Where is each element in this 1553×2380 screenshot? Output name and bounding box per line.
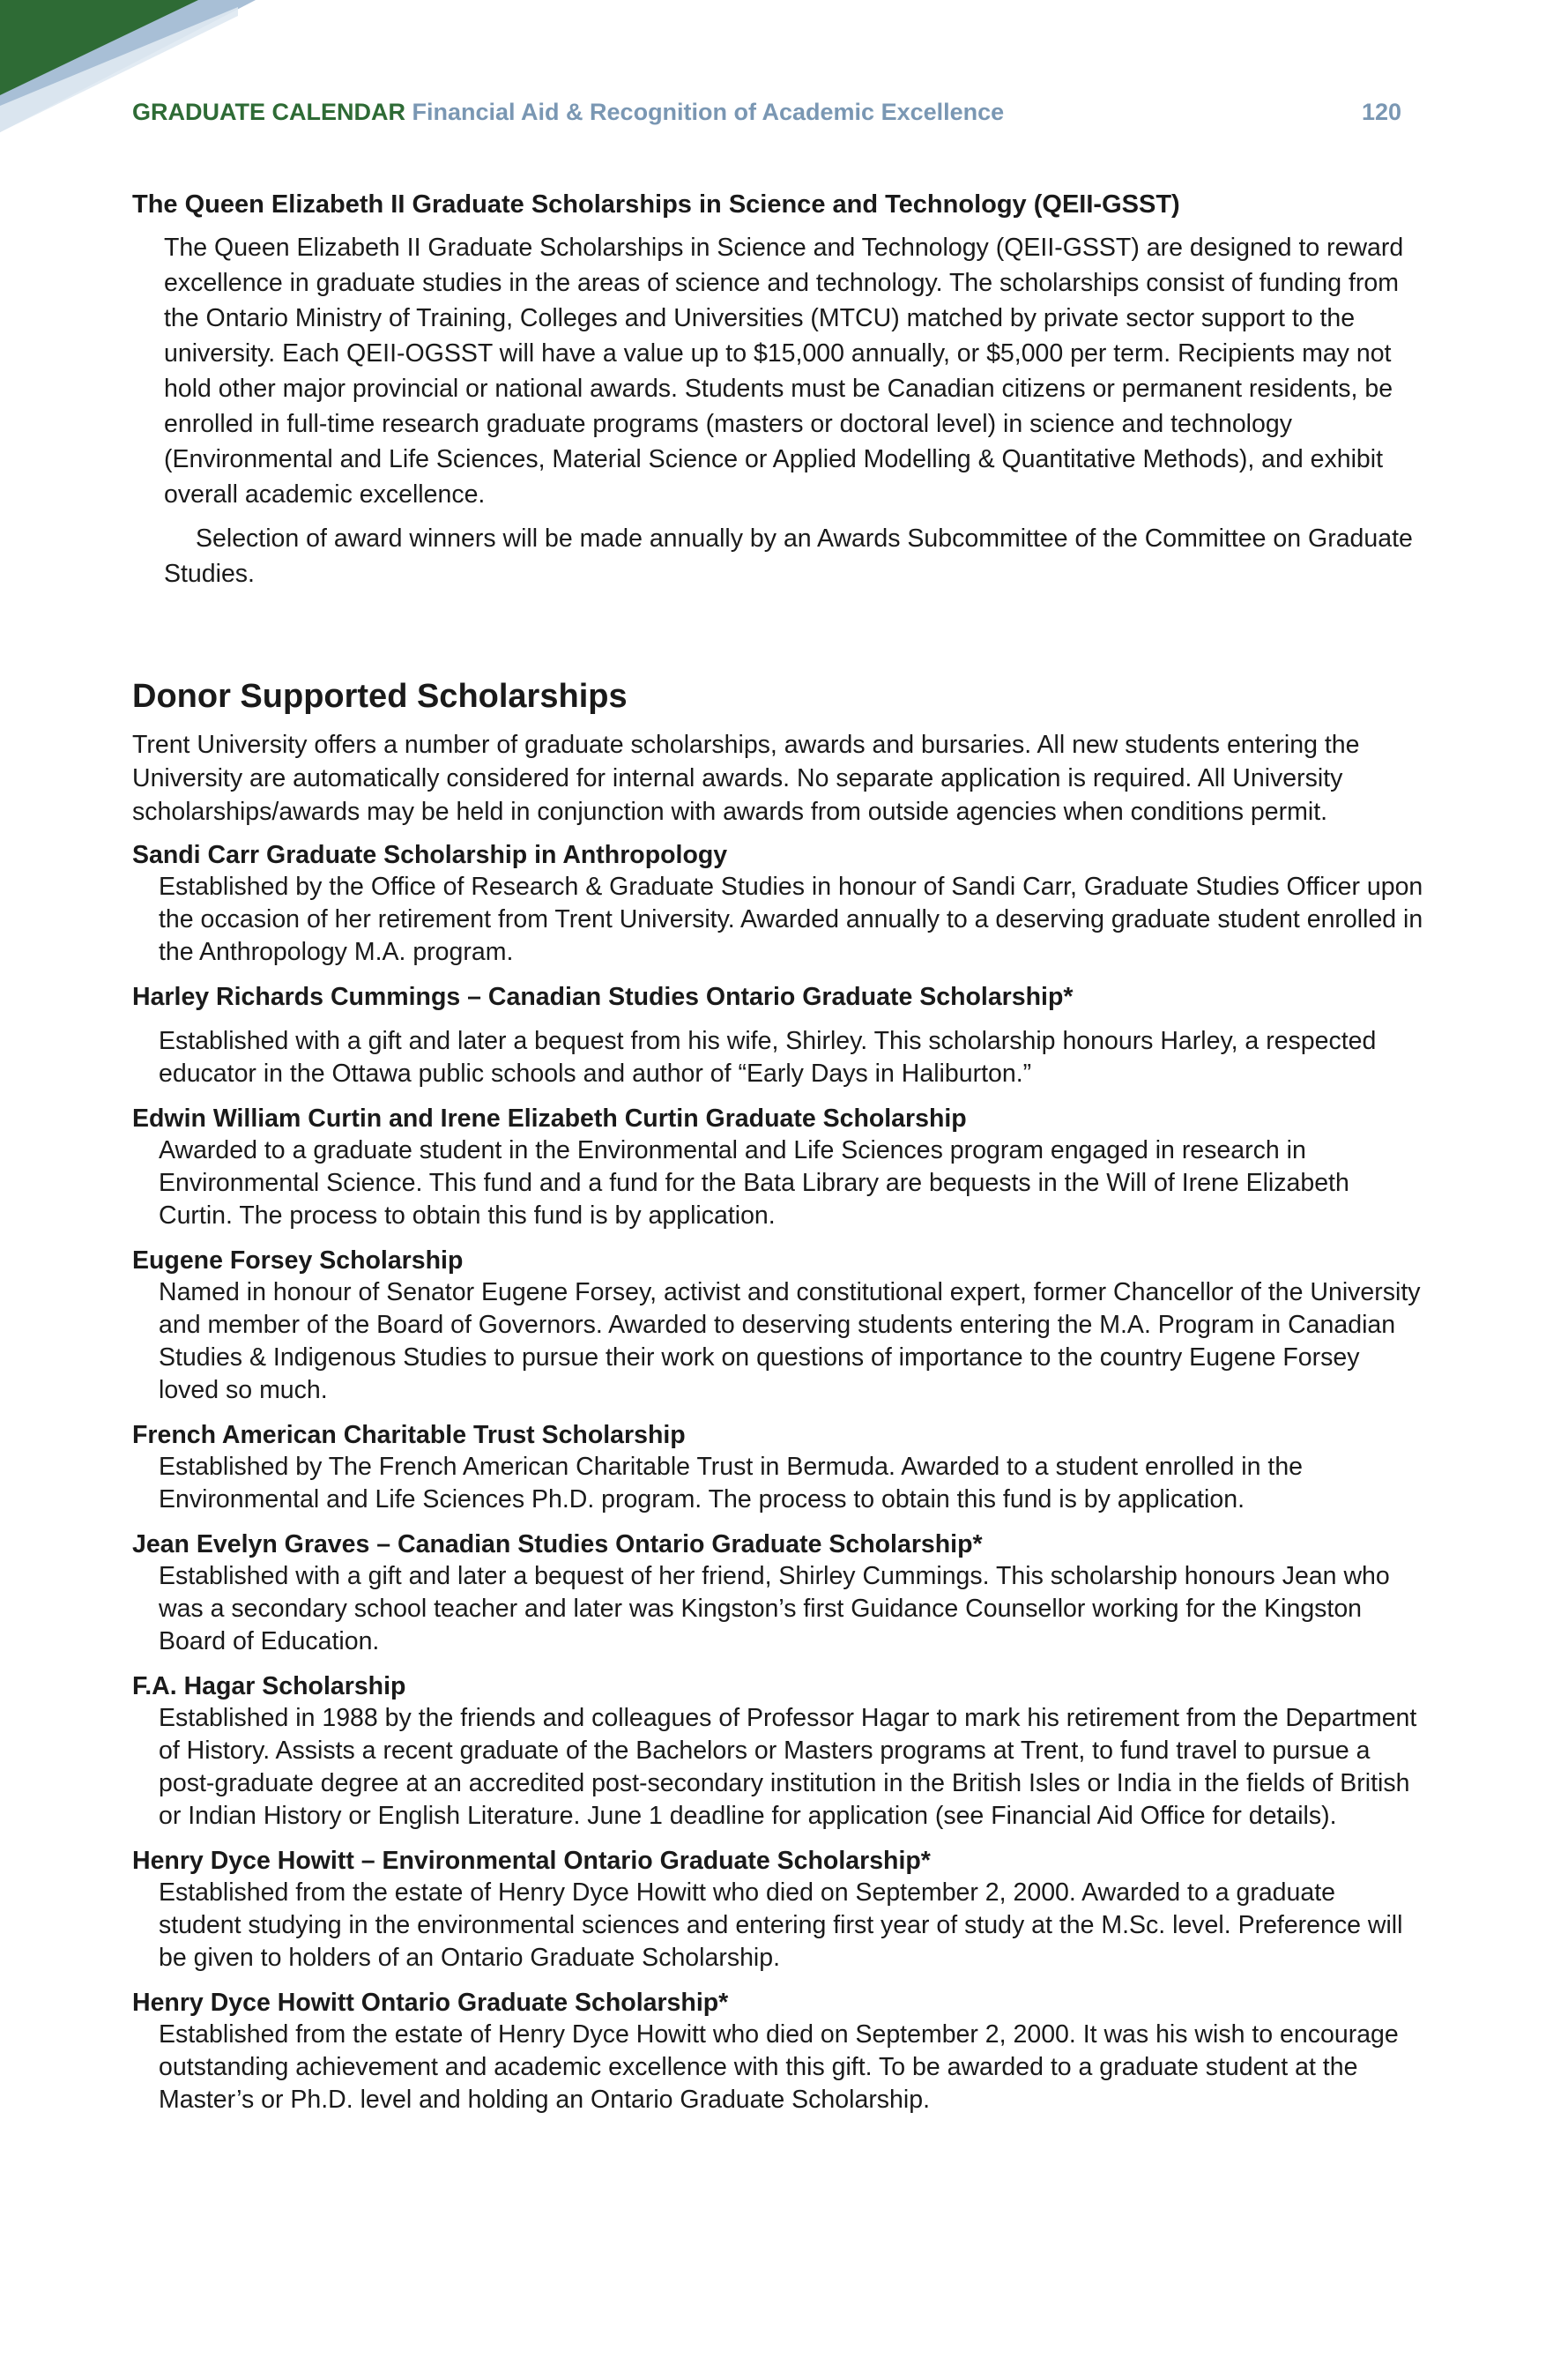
award-item	[132, 839, 1423, 969]
award-description: Established with a gift and later a bequest of her friend, Shirley Cummings. This scholarship honours Jean who was a secondary school teacher and later was Kingston’s first Guidance Counsellor working for the Kingston Board of Education.	[159, 1562, 1390, 1655]
award-item	[132, 1987, 1423, 2116]
award-title: Jean Evelyn Graves – Canadian Studies Ontario Graduate Scholarship*	[132, 1530, 983, 1558]
award-description: Named in honour of Senator Eugene Forsey, activist and constitutional expert, former Chancellor of the University and member of the Board of Governors. Awarded to deserving students entering the M.A. Program in Canadian Studies & Indigenous Studies to pursue their work on questions of importance to the country Eugene Forsey loved so much.	[159, 1278, 1421, 1404]
qeii-title: The Queen Elizabeth II Graduate Scholarships in Science and Technology (QEII-GSST)	[132, 190, 1180, 219]
corner-decoration	[0, 0, 256, 167]
award-title: Eugene Forsey Scholarship	[132, 1246, 464, 1275]
page-header	[132, 99, 1401, 126]
award-item	[132, 1103, 1423, 1232]
award-description: Established by The French American Charitable Trust in Bermuda. Awarded to a student enrolled in the Environmental and Life Sciences Ph.D. program. The process to obtain this fund is by application.	[159, 1453, 1304, 1514]
header-section: Financial Aid & Recognition of Academic Excellence	[412, 99, 1005, 125]
award-item	[132, 1845, 1423, 1975]
award-title: Edwin William Curtin and Irene Elizabeth Curtin Graduate Scholarship	[132, 1104, 967, 1133]
page-number: 120	[1361, 99, 1401, 125]
award-title: French American Charitable Trust Scholarship	[132, 1421, 686, 1449]
page-content	[132, 190, 1423, 2129]
award-description: Established with a gift and later a bequest from his wife, Shirley. This scholarship honours Harley, a respected educator in the Ottawa public schools and author of “Early Days in Haliburton.”	[159, 1027, 1377, 1088]
qeii-paragraph-1: The Queen Elizabeth II Graduate Scholarships in Science and Technology (QEII-GSST) are designed to reward excellence in graduate studies in the areas of science and technology. The scholarships consist of funding from the Ontario Ministry of Training, Colleges and Universities (MTCU) matched by private sector support to the university. Each QEII-OGSST will have a value up to $15,000 annually, or $5,000 per term. Recipients may not hold other major provincial or national awards. Students must be Canadian citizens or permanent residents, be enrolled in full-time research graduate programs (masters or doctoral level) in science and technology (Environmental and Life Sciences, Material Science or Applied Modelling & Quantitative Methods), and exhibit overall academic excellence.	[164, 234, 1404, 509]
header-calendar: GRADUATE CALENDAR	[132, 99, 405, 125]
qeii-paragraph-2: Selection of award winners will be made annually by an Awards Subcommittee of the Committee on Graduate Studies.	[164, 524, 1413, 588]
award-description: Established from the estate of Henry Dyce Howitt who died on September 2, 2000. Awarded to a graduate student studying in the environmental sciences and entering first year of study at the M.Sc. level. Preference will be given to holders of an Ontario Graduate Scholarship.	[159, 1878, 1403, 1972]
award-title: Harley Richards Cummings – Canadian Studies Ontario Graduate Scholarship*	[132, 983, 1074, 1011]
award-item	[132, 1528, 1423, 1658]
award-title: Henry Dyce Howitt Ontario Graduate Scholarship*	[132, 1989, 729, 2017]
donor-intro: Trent University offers a number of graduate scholarships, awards and bursaries. All new students entering the University are automatically considered for internal awards. No separate application is required. All University scholarships/awards may be held in conjunction with awards from outside agencies when conditions permit.	[132, 731, 1360, 826]
award-description: Awarded to a graduate student in the Environmental and Life Sciences program engaged in research in Environmental Science. This fund and a fund for the Bata Library are bequests in the Will of Irene Elizabeth Curtin. The process to obtain this fund is by application.	[159, 1136, 1349, 1230]
award-item	[132, 1670, 1423, 1833]
award-description: Established by the Office of Research & Graduate Studies in honour of Sandi Carr, Graduate Studies Officer upon the occasion of her retirement from Trent University. Awarded annually to a deserving graduate student enrolled in the Anthropology M.A. program.	[159, 873, 1423, 966]
donor-heading: Donor Supported Scholarships	[132, 678, 628, 715]
award-item	[132, 1419, 1423, 1516]
award-description: Established in 1988 by the friends and colleagues of Professor Hagar to mark his retirement from the Department of History. Assists a recent graduate of the Bachelors or Masters programs at Trent, to fund travel to pursue a post-graduate degree at an accredited post-secondary institution in the British Isles or India in the fields of British or Indian History or English Literature. June 1 deadline for application (see Financial Aid Office for details).	[159, 1704, 1417, 1830]
award-description: Established from the estate of Henry Dyce Howitt who died on September 2, 2000. It was his wish to encourage outstanding achievement and academic excellence with this gift. To be awarded to a graduate student at the Master’s or Ph.D. level and holding an Ontario Graduate Scholarship.	[159, 2020, 1399, 2114]
award-title: Henry Dyce Howitt – Environmental Ontario Graduate Scholarship*	[132, 1847, 931, 1875]
award-title: Sandi Carr Graduate Scholarship in Anthropology	[132, 841, 728, 869]
award-item	[132, 981, 1423, 1090]
award-title: F.A. Hagar Scholarship	[132, 1672, 406, 1700]
award-item	[132, 1245, 1423, 1407]
